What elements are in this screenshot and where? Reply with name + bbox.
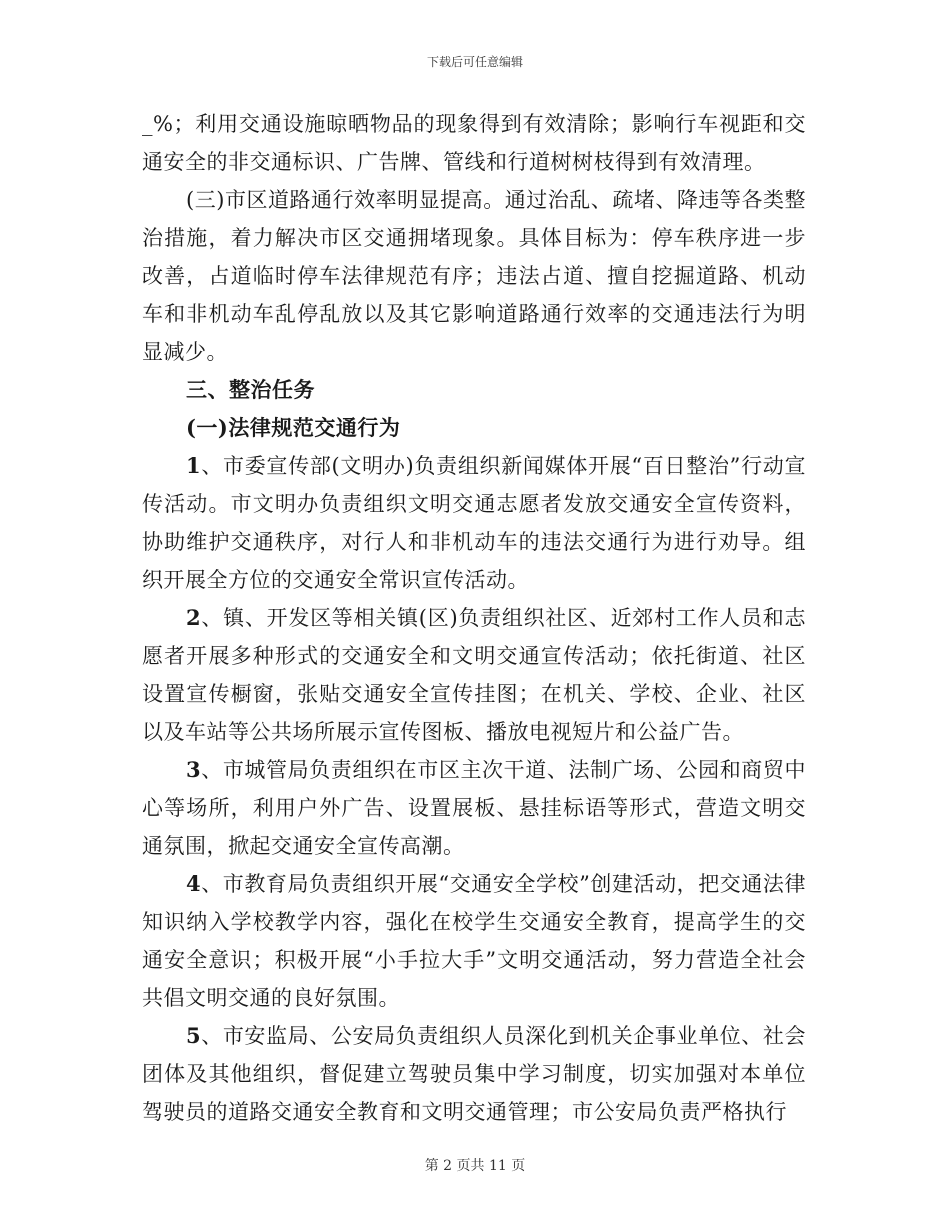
item-text: 、镇、开发区等相关镇(区)负责组织社区、近郊村工作人员和志愿者开展多种形式的交通安全和文明交通宣传活动；依托街道、社区设置宣传橱窗，张贴交通安全宣传挂图；在机关、学校、企业、社区以及车站等公共场所展示宣传图板、播放电视短片和公益广告。 [142,606,806,744]
section-heading-text: 三、整治任务 [186,377,315,402]
paragraph-text: (三)市区道路通行效率明显提高。通过治乱、疏堵、降违等各类整治措施，着力解决市区交通拥堵现象。具体目标为：停车秩序进一步改善，占道临时停车法律规范有序；违法占道、擅自挖掘道路、机动车和非机动车乱停乱放以及其它影响道路通行效率的交通违法行为明显减少。 [142,188,806,364]
list-item [142,1017,806,1131]
page-header: 下载后可任意编辑 [426,55,523,69]
section-heading [142,371,806,409]
list-item [142,751,806,865]
item-text: 、市委宣传部(文明办)负责组织新闻媒体开展“百日整治”行动宣传活动。市文明办负责组织文明交通志愿者发放交通安全宣传资料，协助维护交通秩序，对行人和非机动车的违法交通行为进行劝导。组织开展全方位的交通安全常识宣传活动。 [142,454,806,592]
subsection-heading [142,409,806,447]
page-footer: 第 2 页共 11 页 [424,1158,526,1174]
paragraph-efficiency [142,181,806,371]
item-number: 2 [186,605,202,630]
document-body [142,105,806,1131]
paragraph-continuation [142,105,806,181]
paragraph-text: _%；利用交通设施晾晒物品的现象得到有效清除；影响行车视距和交通安全的非交通标识、广告牌、管线和行道树树枝得到有效清理。 [142,112,806,174]
list-item [142,599,806,751]
item-text: 、市安监局、公安局负责组织人员深化到机关企事业单位、社会团体及其他组织，督促建立驾驶员集中学习制度，切实加强对本单位驾驶员的道路交通安全教育和文明交通管理；市公安局负责严格执行 [142,1024,806,1124]
list-item [142,447,806,599]
item-text: 、市城管局负责组织在市区主次干道、法制广场、公园和商贸中心等场所，利用户外广告、设置展板、悬挂标语等形式，营造文明交通氛围，掀起交通安全宣传高潮。 [142,758,806,858]
item-text: 、市教育局负责组织开展“交通安全学校”创建活动，把交通法律知识纳入学校教学内容，强化在校学生交通安全教育，提高学生的交通安全意识；积极开展“小手拉大手”文明交通活动，努力营造全社会共倡文明交通的良好氛围。 [142,872,806,1010]
list-item [142,865,806,1017]
item-number: 5 [186,1023,202,1048]
subsection-heading-text: (一)法律规范交通行为 [186,415,401,440]
item-number: 4 [186,871,202,896]
item-number: 1 [186,453,202,478]
item-number: 3 [186,757,202,782]
